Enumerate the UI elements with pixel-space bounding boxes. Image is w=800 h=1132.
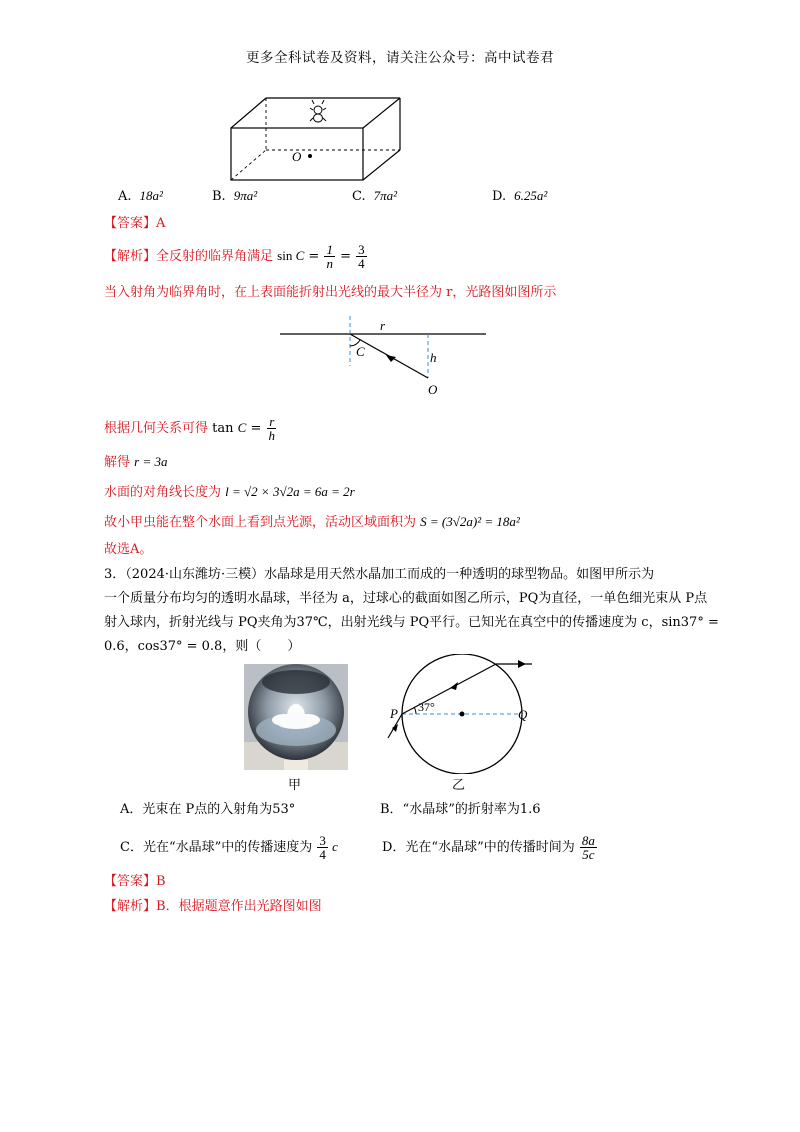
caption-yi: 乙 (452, 778, 466, 793)
refraction-ray-figure (278, 316, 490, 398)
q3-option-a[interactable]: A．光束在 P点的入射角为53° (120, 802, 296, 817)
q3-option-d[interactable]: D．光在“水晶球”中的传播时间为 $\frac{8a}{5c}$ (382, 833, 595, 862)
option-d[interactable]: D. 6.25a² (492, 188, 548, 204)
point-o-label: O (292, 149, 302, 164)
q3-stem-line1: 3．（2024·山东潍坊·三模）水晶球是用天然水晶加工而成的一种透明的球型物品。如图甲所示为 (104, 567, 655, 582)
option-c[interactable]: C. 7πa² (352, 188, 398, 204)
q3-analysis: 【解析】B．根据题意作出光路图如图 (104, 899, 322, 914)
sphere-cross-section-figure (382, 654, 542, 774)
crystal-ball-photo (244, 664, 348, 770)
q3-option-c[interactable]: C．光在“水晶球”中的传播速度为 $\frac{3}{4}$ c (120, 833, 338, 862)
label-q: Q (518, 707, 528, 722)
q2-analysis-line3: 根据几何关系可得 tan C = $\frac{r}{h}$ (104, 414, 275, 443)
q2-analysis-line6: 故小甲虫能在整个水面上看到点光源，活动区域面积为 S = (3√2a)² = 18a² (104, 514, 520, 530)
option-b[interactable]: B. 9πa² (212, 188, 258, 204)
q2-answer: 【答案】A (104, 216, 166, 231)
label-r: r (380, 318, 386, 333)
q3-stem-line2: 一个质量分布均匀的透明水晶球，半径为 a，过球心的截面如图乙所示，PQ为直径，一单色细光束从 P点 (104, 591, 708, 606)
water-tank-figure (228, 94, 406, 186)
page-header: 更多全科试卷及资料，请关注公众号：高中试卷君 (246, 50, 554, 66)
q3-answer: 【答案】B (104, 874, 166, 889)
label-c: C (356, 344, 365, 359)
label-o: O (428, 382, 438, 397)
label-angle: 37° (418, 700, 435, 714)
label-h: h (430, 350, 437, 365)
q3-stem-line4: 0.6，cos37° = 0.8，则（ ） (104, 639, 301, 654)
q2-analysis-line7: 故选A。 (104, 542, 153, 557)
q2-analysis-line4: 解得 r = 3a (104, 454, 168, 470)
q2-analysis-line5: 水面的对角线长度为 l = √2 × 3√2a = 6a = 2r (104, 484, 355, 500)
q2-analysis-line2: 当入射角为临界角时，在上表面能折射出光线的最大半径为 r，光路图如图所示 (104, 285, 557, 300)
q3-option-b[interactable]: B．“水晶球”的折射率为1.6 (380, 802, 541, 817)
beetle-icon (310, 100, 326, 122)
option-a[interactable]: A. 18a² (118, 188, 163, 204)
q2-analysis-line1: 【解析】全反射的临界角满足 sin C = $\frac{1}{n}$ = $\frac{3}{4}$ (104, 242, 365, 271)
caption-jia: 甲 (288, 778, 302, 793)
label-p: P (390, 706, 398, 721)
q3-stem-line3: 射入球内，折射光线与 PQ夹角为37℃，出射光线与 PQ平行。已知光在真空中的传播速度为 c，sin37° = (104, 615, 719, 630)
